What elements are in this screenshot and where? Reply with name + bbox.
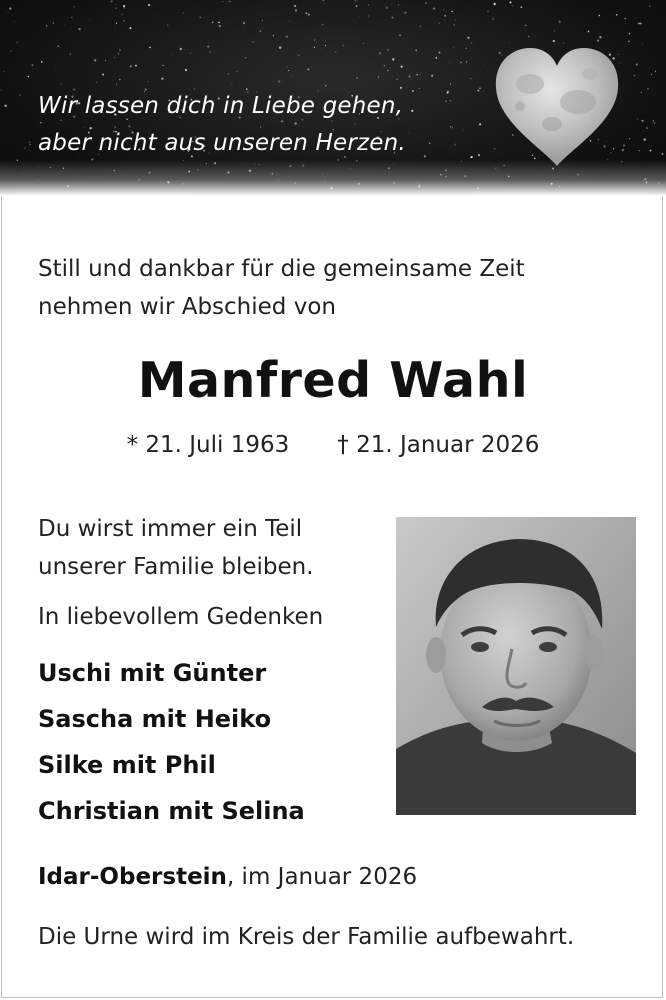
star [454, 144, 456, 146]
portrait-illustration [396, 517, 636, 815]
family-list [38, 650, 305, 834]
star [29, 141, 31, 143]
star [636, 63, 638, 65]
star [487, 10, 489, 12]
star [307, 68, 309, 70]
intro-line-2: nehmen wir Abschied von [38, 294, 336, 320]
star [243, 22, 245, 24]
star [391, 17, 393, 19]
star [94, 59, 96, 61]
star [102, 74, 104, 76]
star [24, 148, 25, 149]
star [159, 16, 160, 17]
star [129, 27, 131, 29]
star [123, 20, 124, 21]
family-member: Sascha mit Heiko [38, 705, 272, 733]
star [378, 77, 379, 78]
star [295, 9, 297, 11]
star [624, 18, 626, 20]
star [646, 127, 647, 128]
star [412, 90, 414, 92]
star [180, 48, 182, 50]
star [525, 24, 527, 26]
star [209, 51, 210, 52]
star [415, 50, 417, 52]
urn-note: Die Urne wird im Kreis der Familie aufbewahrt. [38, 924, 575, 950]
star [311, 67, 312, 68]
star [8, 12, 9, 13]
star [479, 123, 481, 125]
star [288, 70, 289, 71]
star [335, 51, 337, 53]
star [323, 0, 325, 1]
star [520, 6, 522, 8]
star [396, 79, 397, 80]
star [588, 31, 590, 33]
deceased-name: Manfred Wahl [137, 352, 529, 409]
star [453, 24, 455, 26]
star [399, 34, 401, 36]
star [629, 33, 630, 34]
star [434, 50, 435, 51]
star [455, 20, 456, 21]
star [172, 54, 173, 55]
death-date: † 21. Januar 2026 [337, 432, 540, 458]
star [190, 53, 191, 54]
star [518, 35, 519, 36]
star [386, 7, 388, 9]
star [616, 14, 618, 16]
star [260, 30, 261, 31]
star [439, 23, 440, 24]
star [30, 144, 31, 145]
star [401, 66, 403, 68]
star [425, 2, 427, 4]
star [306, 12, 308, 14]
star [450, 62, 451, 63]
star [200, 17, 201, 18]
star [19, 94, 20, 95]
star [119, 79, 121, 81]
star [111, 0, 113, 2]
star [558, 21, 560, 23]
star [368, 4, 369, 5]
star [252, 41, 254, 43]
star [424, 155, 426, 157]
star [471, 42, 472, 43]
star [642, 120, 644, 122]
star [262, 20, 263, 21]
star [278, 80, 280, 82]
star [289, 21, 290, 22]
star [404, 11, 406, 13]
star [450, 126, 452, 128]
intro-line-1: Still und dankbar für die gemeinsame Zeit [38, 256, 525, 282]
star [71, 17, 72, 18]
place-month: , im Januar 2026 [226, 864, 418, 890]
star [124, 7, 125, 8]
star [74, 6, 75, 7]
star [467, 37, 469, 39]
star [162, 65, 163, 66]
star [115, 4, 116, 5]
star [28, 150, 29, 151]
star [219, 25, 221, 27]
star [228, 73, 229, 74]
star [363, 43, 364, 44]
star [123, 5, 125, 7]
star [445, 100, 447, 102]
star [653, 120, 654, 121]
star [325, 40, 326, 41]
star [356, 23, 357, 24]
star [218, 22, 220, 24]
star [462, 129, 463, 130]
star [245, 57, 246, 58]
star [384, 65, 385, 66]
star [597, 40, 599, 42]
star [628, 40, 630, 42]
star [443, 10, 444, 11]
star [272, 81, 273, 82]
star [483, 65, 484, 66]
life-dates [0, 432, 666, 458]
star [451, 11, 453, 13]
star [662, 153, 664, 155]
star [229, 1, 231, 3]
star [116, 7, 117, 8]
star [599, 15, 601, 17]
star [387, 70, 388, 71]
portrait-photo [396, 517, 636, 815]
verse-line-1: Du wirst immer ein Teil [38, 516, 303, 542]
place-date [38, 864, 417, 890]
star [135, 65, 137, 67]
star [654, 122, 656, 124]
star [325, 85, 326, 86]
star [69, 53, 71, 55]
star [185, 69, 187, 71]
star [9, 7, 11, 9]
star [148, 4, 150, 6]
star [465, 48, 466, 49]
star [57, 45, 58, 46]
star [287, 67, 288, 68]
star [130, 65, 132, 67]
star [379, 52, 381, 54]
moon-heart-icon [490, 44, 624, 168]
star [231, 84, 232, 85]
star [419, 88, 420, 89]
star [223, 1, 224, 2]
intro-text [38, 250, 525, 326]
star [3, 71, 4, 72]
star [387, 49, 389, 51]
star [46, 25, 47, 26]
star [325, 45, 326, 46]
star [431, 75, 433, 77]
star [25, 147, 26, 148]
star [212, 21, 214, 23]
star [308, 13, 310, 15]
star [281, 81, 282, 82]
star [408, 133, 409, 134]
star [629, 138, 630, 139]
star [655, 71, 656, 72]
star [161, 77, 163, 79]
star [279, 47, 281, 49]
star [447, 91, 449, 93]
birth-date: * 21. Juli 1963 [126, 432, 290, 458]
star [14, 21, 15, 22]
star [599, 36, 601, 38]
star [55, 70, 56, 71]
quote-line-2: aber nicht aus unseren Herzen. [38, 130, 406, 156]
star [444, 20, 445, 21]
star [368, 15, 369, 16]
star [61, 84, 62, 85]
star [471, 156, 473, 158]
star [642, 44, 643, 45]
star [639, 150, 640, 151]
star [651, 74, 652, 75]
star [470, 78, 471, 79]
star [452, 78, 453, 79]
star [314, 47, 315, 48]
star [512, 5, 513, 6]
star [452, 127, 453, 128]
star [435, 57, 437, 59]
star [114, 27, 115, 28]
star [479, 87, 480, 88]
star [650, 150, 652, 152]
star [453, 47, 454, 48]
star [359, 16, 360, 17]
star [494, 4, 496, 6]
family-member: Uschi mit Günter [38, 659, 267, 687]
star [286, 36, 288, 38]
header-fade [0, 160, 666, 196]
star [398, 4, 399, 5]
star [207, 46, 209, 48]
star [528, 36, 530, 38]
star [17, 42, 18, 43]
star [90, 19, 91, 20]
star [429, 142, 431, 144]
star [116, 84, 117, 85]
star [41, 61, 43, 63]
star [314, 39, 316, 41]
star [316, 42, 317, 43]
star [116, 23, 117, 24]
star [294, 5, 296, 7]
star [118, 53, 119, 54]
starfield-header [0, 0, 666, 196]
quote-line-1: Wir lassen dich in Liebe gehen, [38, 93, 404, 119]
memory-text: In liebevollem Gedenken [38, 604, 324, 630]
star [460, 62, 462, 64]
star [509, 1, 511, 3]
star [236, 71, 237, 72]
star [191, 49, 192, 50]
star [647, 88, 649, 90]
star [417, 74, 418, 75]
star [637, 119, 638, 120]
star [355, 0, 357, 2]
star [644, 138, 646, 140]
star [184, 49, 185, 50]
star [31, 64, 33, 66]
place-city: Idar-Oberstein [38, 864, 227, 890]
star [444, 15, 446, 17]
star [114, 57, 115, 58]
star [492, 18, 494, 20]
star [64, 24, 65, 25]
star [634, 75, 636, 77]
star [28, 76, 29, 77]
star [356, 77, 358, 79]
star [291, 75, 292, 76]
star [408, 75, 410, 77]
star [411, 110, 413, 112]
star [553, 40, 555, 42]
header-quote [38, 88, 406, 162]
star [450, 100, 451, 101]
star [167, 24, 169, 26]
star [450, 84, 451, 85]
star [78, 28, 80, 30]
star [419, 25, 421, 27]
star [554, 30, 555, 31]
family-member: Silke mit Phil [38, 751, 216, 779]
star [5, 105, 7, 107]
star [640, 23, 642, 25]
family-member: Christian mit Selina [38, 797, 305, 825]
star [649, 5, 650, 6]
star [478, 154, 480, 156]
star [321, 49, 322, 50]
star [433, 8, 435, 10]
verse-line-2: unserer Familie bleiben. [38, 554, 314, 580]
star [536, 36, 537, 37]
star [96, 82, 97, 83]
star [1, 89, 2, 90]
star [420, 73, 421, 74]
star [342, 44, 344, 46]
star [149, 47, 151, 49]
star [641, 92, 642, 93]
star [638, 23, 640, 25]
star [298, 54, 300, 56]
star [273, 35, 274, 36]
star [474, 64, 475, 65]
star [439, 52, 441, 54]
star [105, 60, 106, 61]
star [53, 22, 54, 23]
star [392, 58, 394, 60]
star [183, 12, 184, 13]
star [356, 5, 358, 7]
star [322, 24, 323, 25]
star [466, 61, 467, 62]
star [11, 51, 12, 52]
verse-text [38, 510, 314, 586]
star [148, 81, 149, 82]
star [477, 90, 479, 92]
star [119, 49, 121, 51]
star [122, 14, 123, 15]
